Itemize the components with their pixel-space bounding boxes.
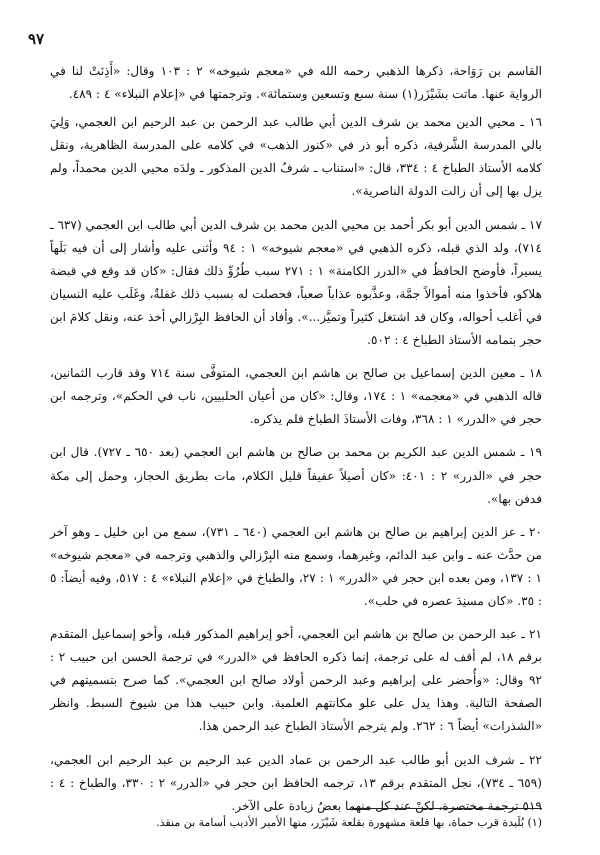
footnote-divider xyxy=(352,808,542,809)
page-body xyxy=(50,60,542,818)
biography-entry-18: ١٨ ـ معين الدين إسماعيل بن صالح بن هاشم ابن العجمي، المتوفَّى سنة ٧١٤ وقد قارب الثمانين، قاله الذهبي في «معجمه» ١ : ١٧٤، وقال: «كان من أعيان الحلبيين، ناب في الحكم»، وترجمه ابن حجر في «الدرر» ١ : ٣٦٨، وفات الأستاذَ الطباخ فلم يذكره. xyxy=(50,366,542,427)
biography-entry-22: ٢٢ ـ شرف الدين أبو طالب عبد الرحمن بن عماد الدين عبد الرحيم بن عبد الرحيم ابن العجمي، (٦٥٩ ـ ٧٣٤)، نجل المتقدم برقم ١٣، ترجمه الحافظ ابن حجر في «الدرر» ٢ : ٣٣٠، والطباخ : ٤ : ٥١٩ ترجمة مختصرة، لكنْ عند كل منهما بعضُ زيادة على الآخر. xyxy=(50,752,543,813)
biography-entry-21: ٢١ ـ عبد الرحمن بن صالح بن هاشم ابن العجمي، أخو إبراهيم المذكور قبله، وأخو إسماعيل المتقدم برقم ١٨، لم أقف له على ترجمة، إنما ذكره الحافظ في «الدرر» في ترجمة الحسن ابن حبيب ٢ : ٩٢ وقال: «وأُحضر على إبراهيم وعبد الرحمن أولاد صالح ابن العجمي». كما صرح بتسميتهم في الصفحة التالية. وهذا يدل على علو مكانتهم العلمية. وابن حبيب هذا من شيوخ السبط. وانظر «الشذرات» أيضاً ٦ : ٢٦٢. ولم يترجم الأستاذ الطباخ عبد الرحمن هذا. xyxy=(50,627,543,734)
page-number: ٩٧ xyxy=(28,30,45,48)
footnote: (١) بُلَيدة قرب حماة، بها قلعة مشهورة بقلعة شَيْزَر، منها الأمير الأديب أسامة بن منقذ. xyxy=(156,816,542,829)
biography-entry-20: ٢٠ ـ عز الدين إبراهيم بن صالح بن هاشم ابن العجمي (٦٤٠ ـ ٧٣١)، سمع من ابن خليل ـ وهو آخر من حدَّث عنه ـ وابن عبد الدائم، وغيرهما، وسمع منه البِرْزالي والذهبي وترجمه في «معجم شيوخه» ١ : ١٣٧، ومن بعده ابن حجر في «الدرر» ١ : ٢٧، والطباخ في «إعلام النبلاء» ٤ : ٥١٧، وفيه أيضاً: ٥ : ٣٥. «كان مسنِدَ عصره في حلب». xyxy=(50,524,543,608)
biography-entry-16: ١٦ ـ محيي الدين محمد بن شرف الدين أبي طالب عبد الرحمن بن عبد الرحيم ابن العجمي، وَلِيَ بالي المدرسة الشَّرفية، ذكره أبو ذر في «كنوز الذهب» في كلامه على المدرسة الظاهرية، ونقل كلامه الأستاذ الطباخ ٤ : ٣٣٤، قال: «استناب ـ شرفُ الدين المذكور ـ ولدَه محيي الدين محمداً، ولم يزل بها إلى أن زالت الدولة الناصرية». xyxy=(50,115,542,199)
biography-entry-17: ١٧ ـ شمس الدين أبو بكر أحمد بن محيي الدين محمد بن شرف الدين أبي طالب ابن العجمي (٦٣٧ ـ ٧١٤)، ولد الذي قبله، ذكره الذهبي في «معجم شيوخه» ١ : ٩٤ وأثنى عليه وأشار إلى أن فيه بَلَهاً يسيراً، فأوضح الحافظُ في «الدرر الكامنة» ١ : ٢٧١ سبب طُرُوِّ ذلك فقال: «كان قد وقع في قبضة هلاكو، فأخذوا منه أموالاً جمَّة، وعذَّبوه عذاباً صعباً، فحصلت له بسبب ذلك غفلةٌ، وغَلَب عليه النسيان في أغلب أحواله، وكان قد اشتغل كثيراً وتميَّز...». وأفاد أن الحافظ البِرْزالي أخذ عنه، ونقل كلامَ ابن حجر بتمامه الأستاذ الطباخ ٤ : ٥٠٢. xyxy=(50,217,543,348)
biography-entry-19: ١٩ ـ شمس الدين عبد الكريم بن محمد بن صالح بن هاشم ابن العجمي (بعد ٦٥٠ ـ ٧٢٧). قال ابن حجر في «الدرر» ٢ : ٤٠١: «كان أصيلاً عفيفاً قليل الكلام، مات بطريق الحجاز، وحمل إلى مكة فدفن بها». xyxy=(50,445,542,506)
paragraph-continuation: القاسم بن رَوَاحة، ذكرها الذهبي رحمه الله في «معجم شيوخه» ٢ : ١٠٣ وقال: «أَذِنَتْ لنا في الرواية عنها. ماتت بشَيْزَر(١) سنة سبع وتسعين وستمائة». وترجمتها في «إعلام النبلاء» ٤ : ٤٨٩. xyxy=(50,64,543,102)
